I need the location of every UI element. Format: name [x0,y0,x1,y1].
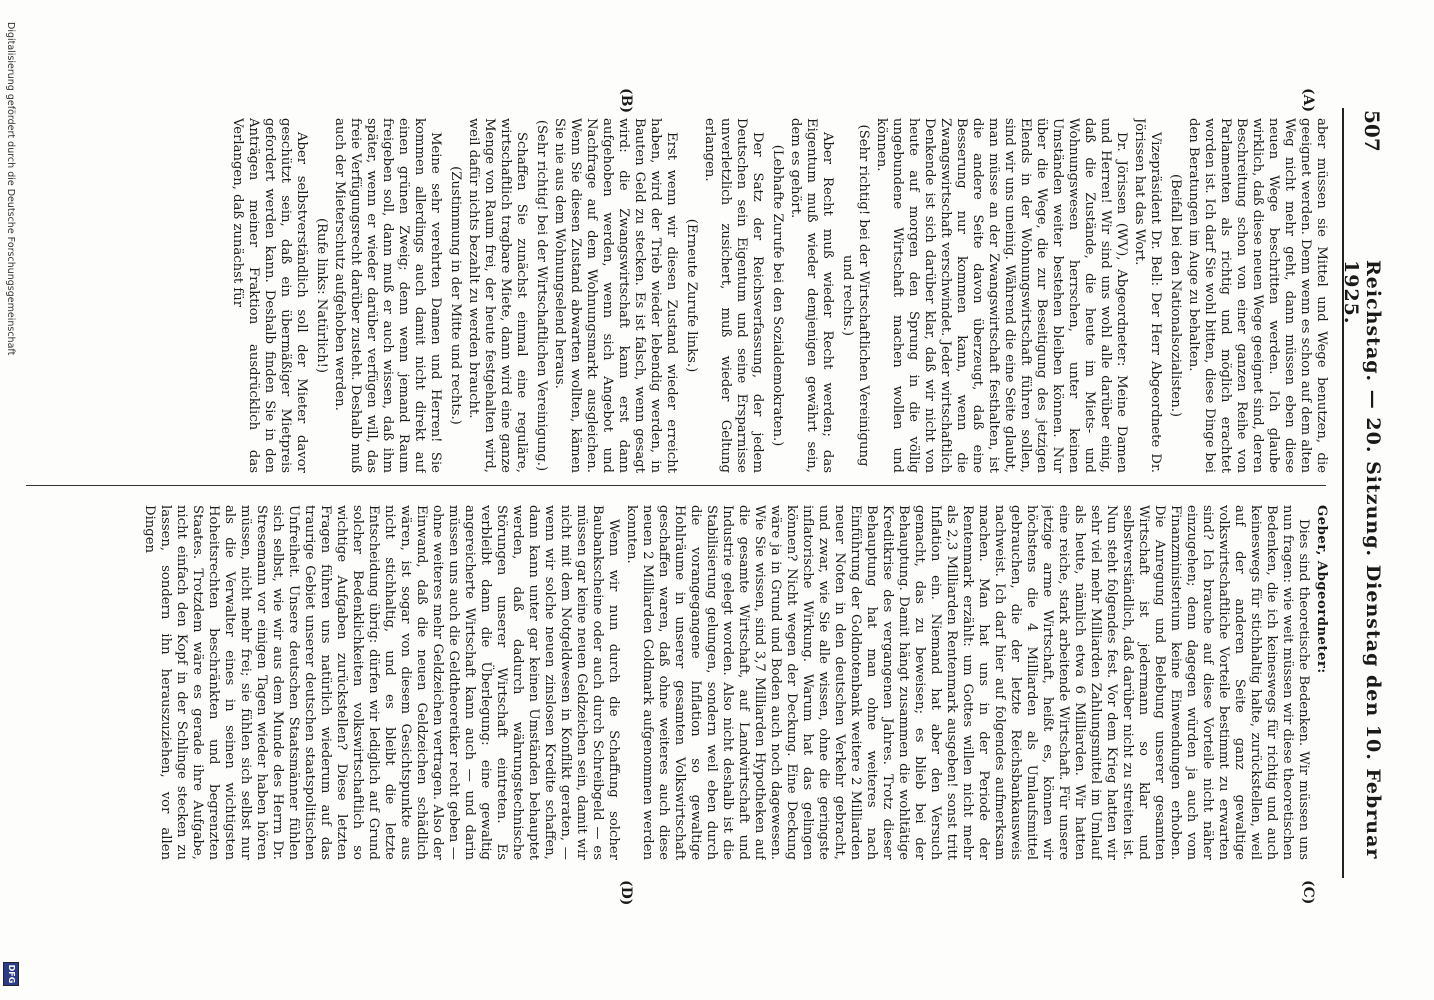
interjection: (Beifall bei den Nationalsozialisten.) [1168,173,1183,418]
margin-letter-a: (A) [1300,88,1316,113]
margin-letter-c: (C) [1300,880,1316,905]
header-rule [1342,108,1344,878]
paragraph: Der Satz der Reichsverfassung, der jedem Deutschen sein Eigentum und seine Ersparnisse unverletzlich zusichert, muß wieder Geltung erlangen. [702,118,765,473]
interjection: (Lebhafte Zurufe bei den Sozialdemokraten.) [770,144,785,447]
dfg-logo-icon: DFG [3,962,19,986]
page-title: Reichstag. — 20. Sitzung. Dienstag den 10. Februar 1925. [1340,260,1384,860]
page-header [1340,110,1392,870]
speaker-name: Geber, Abgeordneter: [1314,505,1329,674]
interjection: (Sehr richtig! bei der Wirtschaftlichen Vereinigung.) [534,119,549,472]
column-divider [26,485,1326,486]
page-number: 507 [1360,110,1384,152]
margin-letter-b: (B) [618,88,634,114]
paragraph: Dr. Jörissen (WV), Abgeordneter: Meine Damen und Herren! Wir sind uns wohl alle darüber einig, daß die Zustände, die heute im Miets- und Wohnungswesen herrschen, unter keinen Umständen weiter bestehen bleiben können. Nur über die Wege, die zur Beseitigung des jetzigen Elends in der Wohnungswirtschaft führen sollen, sind wir uns uneinig. Während die eine Seite glaubt, man müsse an der Zwangswirtschaft festhalten, ist die andere Seite davon überzeugt, daß eine Besserung nur kommen kann, wenn die Zwangswirtschaft verschwindet. Jeder wirtschaftlich Denkende ist sich darüber klar, daß wir nicht von heute auf morgen den Sprung in die völlig ungebundene Wirtschaft machen wollen und können. [874,118,1129,473]
paragraph: Erst wenn wir diesen Zustand wieder erreicht haben, wird der Trieb wieder lebendig werden, in Bauten Geld zu stecken. Es ist falsch, wenn gesagt wird: die Zwangswirtschaft kann erst dann aufgehoben werden, wenn sich Angebot und Nachfrage auf dem Wohnungsmarkt ausgleichen. Wenn Sie diesen Zustand abwarten wollten, kämen Sie nie aus dem Wohnungselend heraus. [552,118,679,473]
interjection: (Zustimmung in der Mitte und rechts.) [448,166,463,425]
paragraph: Aber selbstverständlich soll der Mieter davor geschützt sein, daß ein übermäßiger Mietpreis gefordert werden kann. Deshalb finden Sie in den Anträgen meiner Fraktion ausdrücklich das Verlangen, daß zunächst für [230,118,309,473]
margin-letter-d: (D) [618,880,634,906]
interjection: (Rufe links: Natürlich!) [314,217,329,374]
funding-note: Digitalisierung gefördert durch die Deutsche Forschungsgemeinschaft [5,22,16,356]
text-column-right [39,505,1329,860]
paragraph: Dies sind theoretische Bedenken. Wir müssen uns nun fragen: wie weit müssen wir diese theoretischen Bedenken, die ich keineswegs für richtig und auch keineswegs für stichhaltig halte, zurückstellen, weil auf der anderen Seite ganz gewaltige volkswirtschaftliche Vorteile bestimmt zu erwarten sind? Ich brauche auf diese Vorteile nicht näher einzugehen; denn dagegen würden ja auch vom Finanzministerium keine Einwendungen erhoben. Die Anregung und Belebung unserer gesamten Wirtschaft ist jedermann so klar und selbstverständlich, daß darüber nicht zu streiten ist. Nun steht folgendes fest. Vor dem Krieg hatten wir sehr viel mehr Milliarden Zahlungsmittel im Umlauf als heute, nämlich etwa 6 Milliarden. Wir hatten eine reiche, stark arbeitende Wirtschaft. Für unsere jetzige arme Wirtschaft, heißt es, können wir höchstens die 4 Milliarden als Umlaufsmittel gebrauchen, die der letzte Reichsbankausweis nachweist. Ich darf hier auf folgendes aufmerksam machen. Man hat uns in der Periode der Rentenmark erzählt: um Gottes willen nicht mehr als 2,3 Milliarden Rentenmark ausgeben! sonst tritt Inflation ein. Niemand hat aber den Versuch gemacht, das zu beweisen; es blieb bei der Behauptung. Damit hängt zusammen die wohltätige Kreditkrise des vergangenen Jahres. Trotz dieser Behauptung hat man ohne weiteres nach Einführung der Goldnotenbank weitere 2 Milliarden neuer Noten in den deutschen Verkehr gebracht, und zwar, wie Sie alle wissen, ohne die geringste inflatorische Wirkung. Warum hat das gelingen können? Nicht wegen der Deckung. Eine Deckung wäre ja in Grund und Boden auch noch dagewesen. Wie Sie wissen, sind 3,7 Milliarden Hypotheken auf die gesamte Wirtschaft, auf Landwirtschaft und Industrie gelegt worden. Also nicht deshalb ist die Stabilisierung gelungen, sondern weil eben durch die vorangegangene Inflation so gewaltige Hohlräume in unserer gesamten Volkswirtschaft geschaffen waren, daß ohne weiteres auch diese neuen 2 Milliarden Goldmark aufgenommen werden konnten. [624,505,1311,860]
interjection: (Sehr richtig! bei der Wirtschaftlichen Vereinigung und rechts.) [840,124,871,467]
text-column-left [39,118,1329,473]
paragraph: Wenn wir nun durch die Schaffung solcher Baubankscheine oder auch durch Schreibgeld — es müssen gar keine neuen Geldzeichen sein, damit wir nicht mit dem Notgeldwesen in Konflikt geraten, — wenn wir solche neuen zinslosen Kredite schaffen, dann kann unter gar keinen Umständen behauptet werden, daß dadurch währungstechnische Störungen unserer Wirtschaft eintreten. Es verbleibt dann die Überlegung: eine gewaltig angereicherte Wirtschaft kann auch — und darin müssen uns auch die Geldtheoretiker recht geben — ohne weiteres mehr Geldzeichen vertragen. Also der Einwand, daß die neuen Geldzeichen schädlich wären, ist sogar von diesem Gesichtspunkte aus nicht stichhaltig, und es bleibt die letzte Entscheidung übrig: dürfen wir lediglich auf Grund solcher Bedenklichkeiten volkswirtschaftlich so wichtige Aufgaben zurückstellen? Diese letzten Fragen führen uns natürlich wiederum auf das traurige Gebiet unserer deutschen staatspolitischen Unfreiheit. Unsere deutschen Staatsmänner fühlen sich selbst, wie wir aus dem Munde des Herrn Dr. Stresemann vor einigen Tagen wieder haben hören müssen, nicht mehr frei; sie fühlen sich selbst nur als die Verwalter eines in seinen wichtigsten Hoheitsrechten beschränkten und begrenzten Staates. Trotzdem wäre es gerade ihre Aufgabe, nicht einfach den Kopf in der Schlinge stecken zu lassen, sondern ihn herauszuziehen, vor allen Dingen [142,505,621,860]
speaker-intro: Vizepräsident Dr. Bell: Der Herr Abgeordnete Dr. Jörissen hat das Wort. [1132,118,1163,473]
paragraph: aber müssen sie Mittel und Wege benutzen, die geeignet werden. Denn wenn es schon auf dem alten Weg nicht mehr geht, dann müssen eben diese neuen Wege beschritten werden. Ich glaube wirklich, daß diese neuen Wege geeignet sind, deren Beschreitung schon von einer ganzen Reihe von Parlamenten als richtig und möglich erachtet worden ist. Ich darf Sie wohl bitten, diese Dinge bei den Beratungen im Auge zu behalten. [1186,118,1329,473]
interjection: (Erneute Zurufe links.) [684,218,699,373]
paragraph: Aber Recht muß wieder Recht werden; das Eigentum muß wieder demjenigen gewährt sein, dem es gehört. [788,118,835,473]
paragraph: Meine sehr verehrten Damen und Herren! Sie kommen allerdings auch damit nicht direkt auf einen grünen Zweig; denn wenn jemand Raum freigeben soll, dann muß er auch wissen, daß ihm später, wenn er wieder darüber verfügen will, das freie Verfügungsrecht darüber zusteht. Deshalb muß auch der Mieterschutz aufgehoben werden. [332,118,443,473]
paragraph: Schaffen Sie zunächst einmal eine reguläre, wirtschaftlich tragbare Miete, dann wird eine ganze Menge von Raum frei, der heute festgehalten wird, weil dafür nichts bezahlt zu werden braucht. [466,118,529,473]
